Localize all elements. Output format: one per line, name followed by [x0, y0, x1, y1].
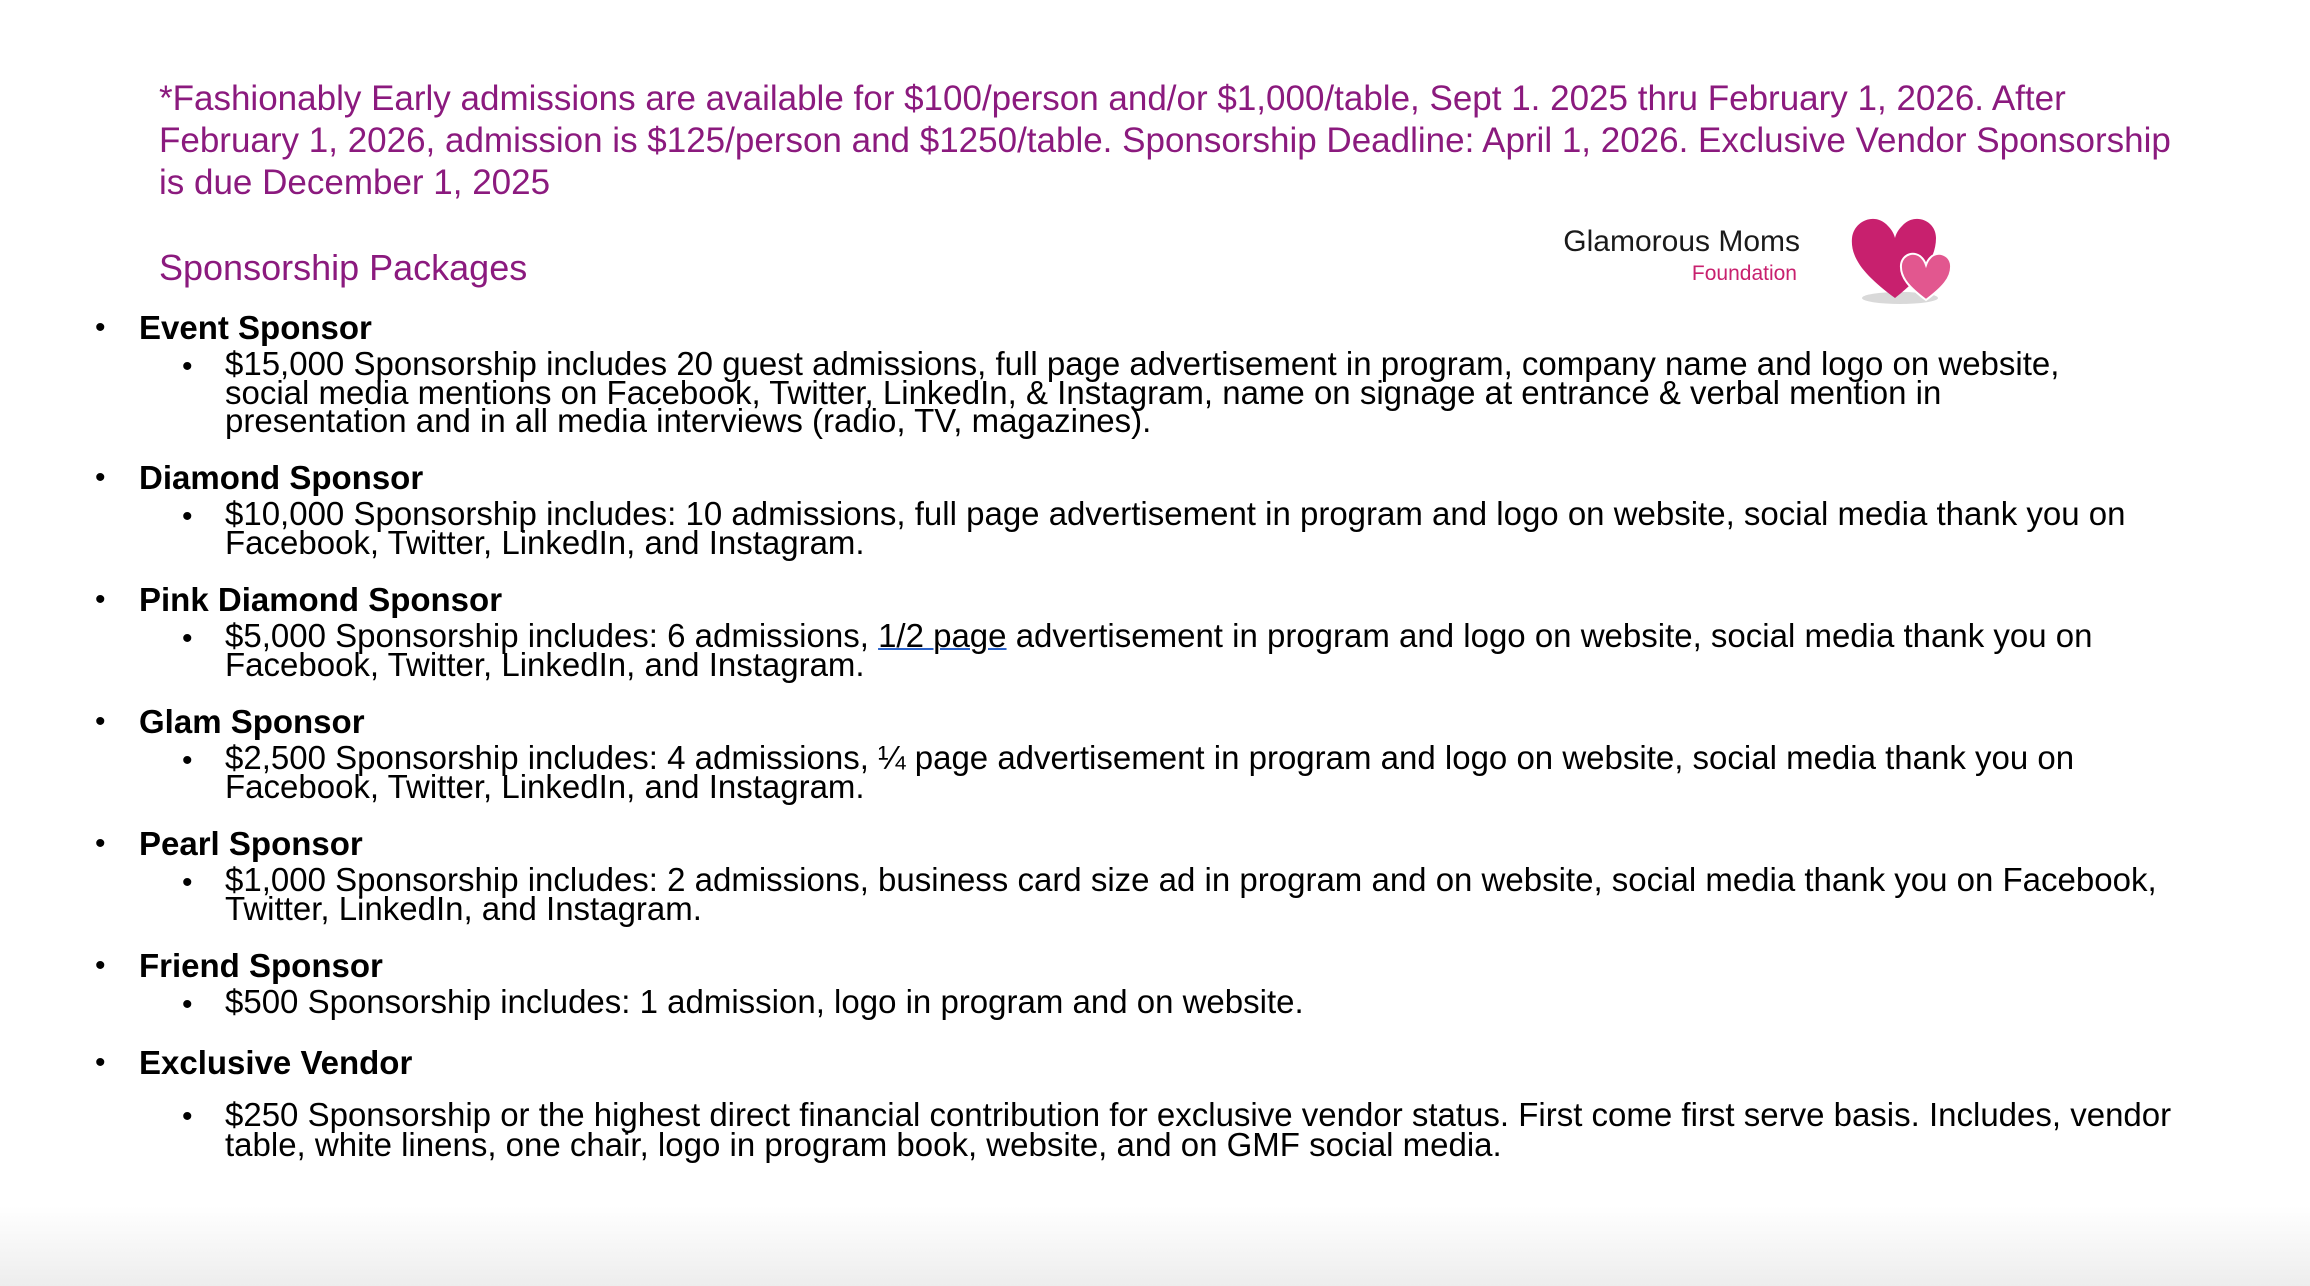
- description-text: advertisement in program and logo on website, social media thank you on Facebook, Twitter, LinkedIn, and Instagram.: [225, 617, 2093, 683]
- hearts-icon: [1848, 208, 1958, 308]
- sub-bullet: •: [182, 1100, 193, 1133]
- spellcheck-mark[interactable]: 1/2 page: [878, 617, 1007, 654]
- section-heading: Sponsorship Packages: [159, 247, 528, 288]
- sub-bullet: •: [182, 350, 193, 383]
- sub-bullet: •: [182, 500, 193, 533]
- package-title: Friend Sponsor: [139, 947, 383, 984]
- bullet: •: [95, 827, 106, 860]
- package-title: Diamond Sponsor: [139, 459, 424, 496]
- bullet: •: [95, 949, 106, 982]
- page-bottom-shade: [0, 1206, 2310, 1286]
- package-title: Exclusive Vendor: [139, 1044, 413, 1081]
- package-title: Pink Diamond Sponsor: [139, 581, 503, 618]
- bullet: •: [95, 705, 106, 738]
- sub-bullet: •: [182, 744, 193, 777]
- logo-subtitle: Foundation: [1691, 262, 1797, 285]
- package-title: Event Sponsor: [139, 309, 372, 346]
- package-title: Glam Sponsor: [139, 703, 365, 740]
- package-description: $10,000 Sponsorship includes: 10 admissions, full page advertisement in program and logo on website, social media thank you on Facebook, Twitter, LinkedIn, and Instagram.: [225, 495, 2126, 561]
- package-description: $2,500 Sponsorship includes: 4 admissions, ¼ page advertisement in program and logo on website, social media thank you on Facebook, Twitter, LinkedIn, and Instagram.: [225, 739, 2075, 805]
- foundation-logo: [1563, 208, 1960, 308]
- package-description: $1,000 Sponsorship includes: 2 admissions, business card size ad in program and on website, social media thank you on Facebook, Twitter, LinkedIn, and Instagram.: [225, 861, 2157, 927]
- bullet: •: [95, 1046, 106, 1079]
- intro-paragraph: *Fashionably Early admissions are available for $100/person and/or $1,000/table, Sept 1. 2025 thru February 1, 2026. After February 1, 2026, admission is $125/person and $1250/table. Sponsorship Deadline: April 1, 2026. Exclusive Vendor Sponsorship is due December 1, 2025: [159, 79, 2171, 202]
- package-description: $15,000 Sponsorship includes 20 guest admissions, full page advertisement in program, company name and logo on website, social media mentions on Facebook, Twitter, LinkedIn, & Instagram, name on signage at entrance & verbal mention in presentation and in all media interviews (radio, TV, magazines).: [225, 345, 2060, 439]
- bullet: •: [95, 461, 106, 494]
- package-description: [225, 617, 2185, 683]
- package-description: $500 Sponsorship includes: 1 admission, logo in program and on website.: [225, 983, 1304, 1020]
- bullet: •: [95, 583, 106, 616]
- logo-name: Glamorous Moms: [1563, 225, 1800, 258]
- package-title: Pearl Sponsor: [139, 825, 363, 862]
- sub-bullet: •: [182, 988, 193, 1021]
- package-description: $250 Sponsorship or the highest direct financial contribution for exclusive vendor status. First come first serve basis. Includes, vendor table, white linens, one chair, logo in program book, website, and on GMF social media.: [225, 1096, 2172, 1163]
- sub-bullet: •: [182, 866, 193, 899]
- description-text: $5,000 Sponsorship includes: 6 admissions,: [225, 617, 879, 654]
- sub-bullet: •: [182, 622, 193, 655]
- bullet: •: [95, 311, 106, 344]
